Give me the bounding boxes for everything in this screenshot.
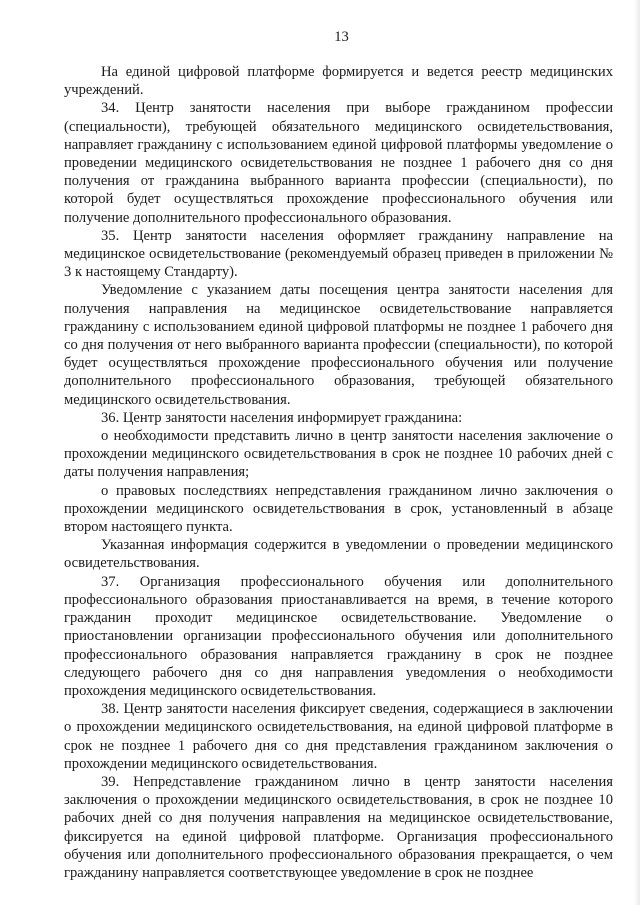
- paragraph-item-36: 36. Центр занятости населения информирует гражданина:: [101, 409, 463, 426]
- paragraph-item-39: 39. Непредставление гражданином лично в центр занятости населения заключения о прохождении медицинского освидетельствования, в срок не позднее 10 рабочих дней со дня получения направления на медицинское освидетельствование, фиксируется на единой цифровой платформе. Организация профессионального обучения или дополнительного профессионального образования прекращается, о чем гражданину направляется соответствующее уведомление в срок не позднее: [64, 773, 613, 881]
- paragraph-item-36-obligation: о необходимости представить лично в центр занятости населения заключение о прохождении медицинского освидетельствования в срок не позднее 10 рабочих дней с даты получения направления;: [64, 428, 613, 481]
- paragraph-notification: Уведомление с указанием даты посещения центра занятости населения для получения направления на медицинское освидетельствование направляется гражданину с использованием единой цифровой платформы не позднее 1 рабочего дня со дня получения от него выбранного варианта профессии (специальности), по которой будет осуществляться прохождение профессионального обучения или получение дополнительного профессионального образования, требующей обязательного медицинского освидетельствования.: [64, 282, 613, 408]
- page-number: 13: [334, 29, 349, 45]
- paragraph-item-36-consequences: о правовых последствиях непредставления гражданином лично заключения о прохождении медицинского освидетельствования в срок, установленный в абзаце втором настоящего пункта.: [64, 482, 613, 536]
- paragraph-info-note: Указанная информация содержится в уведомлении о проведении медицинского освидетельствования.: [64, 537, 613, 572]
- paragraph-item-37: 37. Организация профессионального обучения или дополнительного профессионального образования приостанавливается на время, в течение которого гражданин проходит медицинское освидетельствование. Уведомление о приостановлении организации профессионального обучения или дополнительного профессионального образования направляется гражданину в срок не позднее следующего рабочего дня со дня направления уведомления о необходимости прохождения медицинского освидетельствования.: [64, 573, 613, 699]
- paragraph-item-38: 38. Центр занятости населения фиксирует сведения, содержащиеся в заключении о прохождении медицинского освидетельствования, на единой цифровой платформе в срок не позднее 1 рабочего дня со дня представления гражданином заключения о прохождении медицинского освидетельствования.: [64, 701, 613, 772]
- page-edge-shadow: [634, 0, 640, 905]
- paragraph-item-34: 34. Центр занятости населения при выборе гражданином профессии (специальности), требующей обязательного медицинского освидетельствования, направляет гражданину с использованием единой цифровой платформы уведомление о проведении медицинского освидетельствования не позднее 1 рабочего дня со дня получения от гражданина выбранного варианта профессии (специальности), по которой будет осуществляться прохождение профессионального обучения или получение дополнительного профессионального образования.: [64, 100, 613, 226]
- paragraph-item-35: 35. Центр занятости населения оформляет гражданину направление на медицинское освидетельствование (рекомендуемый образец приведен в приложении № 3 к настоящему Стандарту).: [64, 227, 613, 281]
- paragraph-registry: На единой цифровой платформе формируется и ведется реестр медицинских учреждений.: [64, 64, 613, 99]
